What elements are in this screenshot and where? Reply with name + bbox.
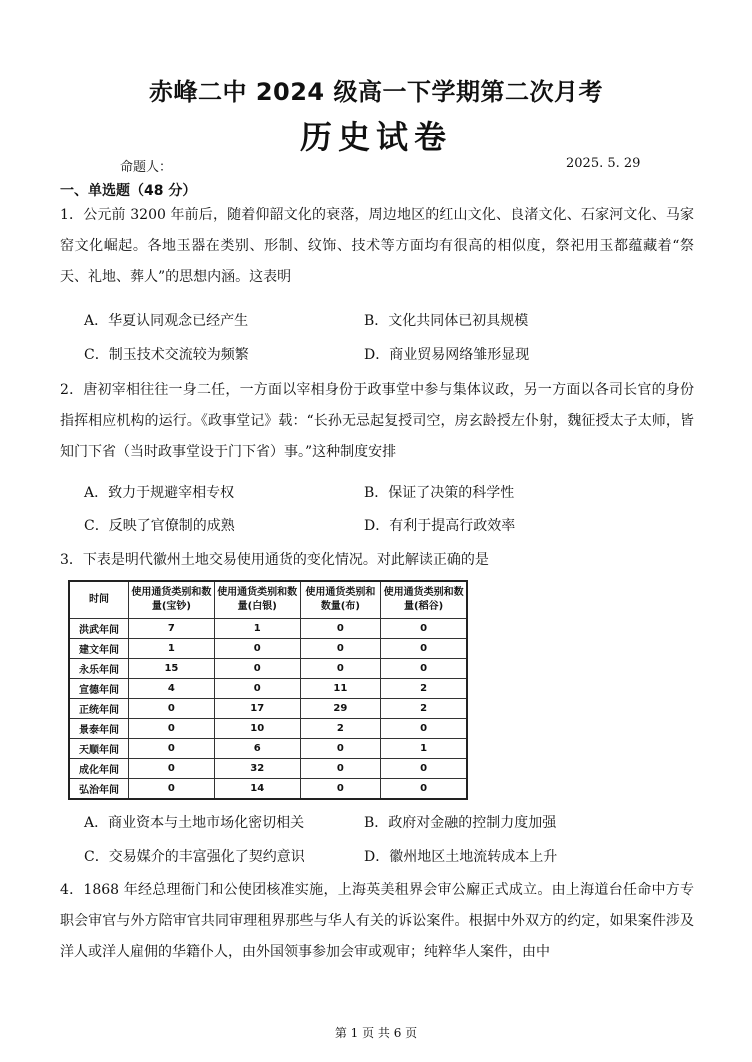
table-cell: 0 <box>129 739 215 759</box>
q1-option-c[interactable]: C．制玉技术交流较为频繁 <box>84 347 249 363</box>
q2-option-c[interactable]: C．反映了官僚制的成熟 <box>84 518 235 534</box>
q3-option-b[interactable]: B．政府对金融的控制力度加强 <box>364 815 557 831</box>
table-cell: 洪武年间 <box>69 619 129 639</box>
table-row <box>69 719 467 739</box>
exam-subtitle: 历史试卷 <box>299 118 452 156</box>
question-1-stem: 1．公元前 3200 年前后，随着仰韶文化的衰落，周边地区的红山文化、良渚文化、石家河文化、马家窑文化崛起。各地玉器在类别、形制、纹饰、技术等方面均有很高的相似度，祭祀用玉都蕴藏着“祭天、礼地、葬人”的思想内涵。这表明 <box>60 207 694 285</box>
table-header-cell: 时间 <box>69 581 129 619</box>
q1-option-b[interactable]: B．文化共同体已初具规模 <box>364 313 529 329</box>
table-cell: 宣德年间 <box>69 679 129 699</box>
q3-option-c[interactable]: C．交易媒介的丰富强化了契约意识 <box>84 849 305 865</box>
table-row <box>69 699 467 719</box>
table-cell: 0 <box>129 759 215 779</box>
q2-option-d[interactable]: D．有利于提高行政效率 <box>364 518 516 534</box>
table-cell: 10 <box>214 719 300 739</box>
q3-option-d[interactable]: D．徽州地区土地流转成本上升 <box>364 849 558 865</box>
q2-option-a[interactable]: A．致力于规避宰相专权 <box>84 485 235 501</box>
question-3-stem: 3．下表是明代徽州土地交易使用通货的变化情况。对此解读正确的是 <box>60 552 489 568</box>
currency-table <box>68 580 468 800</box>
table-cell: 14 <box>214 779 300 800</box>
table-cell: 2 <box>300 719 381 739</box>
table-cell: 1 <box>381 739 467 759</box>
table-row <box>69 739 467 759</box>
table-cell: 2 <box>381 679 467 699</box>
table-cell: 0 <box>381 719 467 739</box>
table-cell: 0 <box>381 759 467 779</box>
q3-option-a[interactable]: A．商业资本与土地市场化密切相关 <box>84 815 305 831</box>
table-cell: 0 <box>214 639 300 659</box>
table-header-cell: 使用通货类别和数量(布) <box>300 581 381 619</box>
table-cell: 0 <box>300 759 381 779</box>
q1-option-a[interactable]: A．华夏认同观念已经产生 <box>84 313 249 329</box>
table-cell: 0 <box>381 619 467 639</box>
question-4-stem: 4．1868 年经总理衙门和公使团核准实施，上海英美租界会审公廨正式成立。由上海道台任命中方专职会审官与外方陪审官共同审理租界那些与华人有关的诉讼案件。根据中外双方的约定，如果案件涉及洋人或洋人雇佣的华籍仆人，由外国领事参加会审或观审；纯粹华人案件，由中 <box>60 882 694 960</box>
table-cell: 4 <box>129 679 215 699</box>
table-cell: 正统年间 <box>69 699 129 719</box>
table-cell: 6 <box>214 739 300 759</box>
table-cell: 32 <box>214 759 300 779</box>
table-cell: 11 <box>300 679 381 699</box>
table-cell: 建文年间 <box>69 639 129 659</box>
table-row <box>69 759 467 779</box>
table-cell: 0 <box>129 779 215 800</box>
table-cell: 0 <box>381 779 467 800</box>
table-cell: 7 <box>129 619 215 639</box>
table-cell: 成化年间 <box>69 759 129 779</box>
table-header-cell: 使用通货类别和数量(稻谷) <box>381 581 467 619</box>
table-cell: 0 <box>214 659 300 679</box>
exam-date: 2025. 5. 29 <box>566 156 641 171</box>
section-heading: 一、单选题（48 分） <box>60 183 197 199</box>
table-cell: 0 <box>300 779 381 800</box>
table-cell: 0 <box>300 659 381 679</box>
table-cell: 天顺年间 <box>69 739 129 759</box>
table-cell: 1 <box>214 619 300 639</box>
table-row <box>69 659 467 679</box>
table-cell: 永乐年间 <box>69 659 129 679</box>
table-row <box>69 619 467 639</box>
q1-option-d[interactable]: D．商业贸易网络雏形显现 <box>364 347 530 363</box>
table-cell: 0 <box>300 639 381 659</box>
table-cell: 0 <box>129 719 215 739</box>
q2-option-b[interactable]: B．保证了决策的科学性 <box>364 485 515 501</box>
author-label: 命题人： <box>120 160 173 175</box>
table-cell: 0 <box>381 639 467 659</box>
table-row <box>69 779 467 800</box>
table-cell: 0 <box>300 739 381 759</box>
table-cell: 0 <box>300 619 381 639</box>
table-cell: 2 <box>381 699 467 719</box>
table-cell: 1 <box>129 639 215 659</box>
table-cell: 景泰年间 <box>69 719 129 739</box>
table-row <box>69 639 467 659</box>
exam-title: 赤峰二中 2024 级高一下学期第二次月考 <box>148 78 603 106</box>
table-cell: 0 <box>214 679 300 699</box>
table-cell: 0 <box>129 699 215 719</box>
table-header-cell: 使用通货类别和数量(白银) <box>214 581 300 619</box>
table-cell: 17 <box>214 699 300 719</box>
table-cell: 29 <box>300 699 381 719</box>
table-cell: 0 <box>381 659 467 679</box>
table-header-cell: 使用通货类别和数量(宝钞) <box>129 581 215 619</box>
page-footer: 第 1 页 共 6 页 <box>334 1026 418 1040</box>
question-2-stem: 2．唐初宰相往往一身二任，一方面以宰相身份于政事堂中参与集体议政，另一方面以各司长官的身份指挥相应机构的运行。《政事堂记》载：“长孙无忌起复授司空，房玄龄授左仆射，魏征授太子太师，皆知门下省（当时政事堂设于门下省）事。”这种制度安排 <box>60 382 694 460</box>
table-cell: 15 <box>129 659 215 679</box>
table-row <box>69 679 467 699</box>
table-cell: 弘治年间 <box>69 779 129 800</box>
table-header-row <box>69 581 467 619</box>
